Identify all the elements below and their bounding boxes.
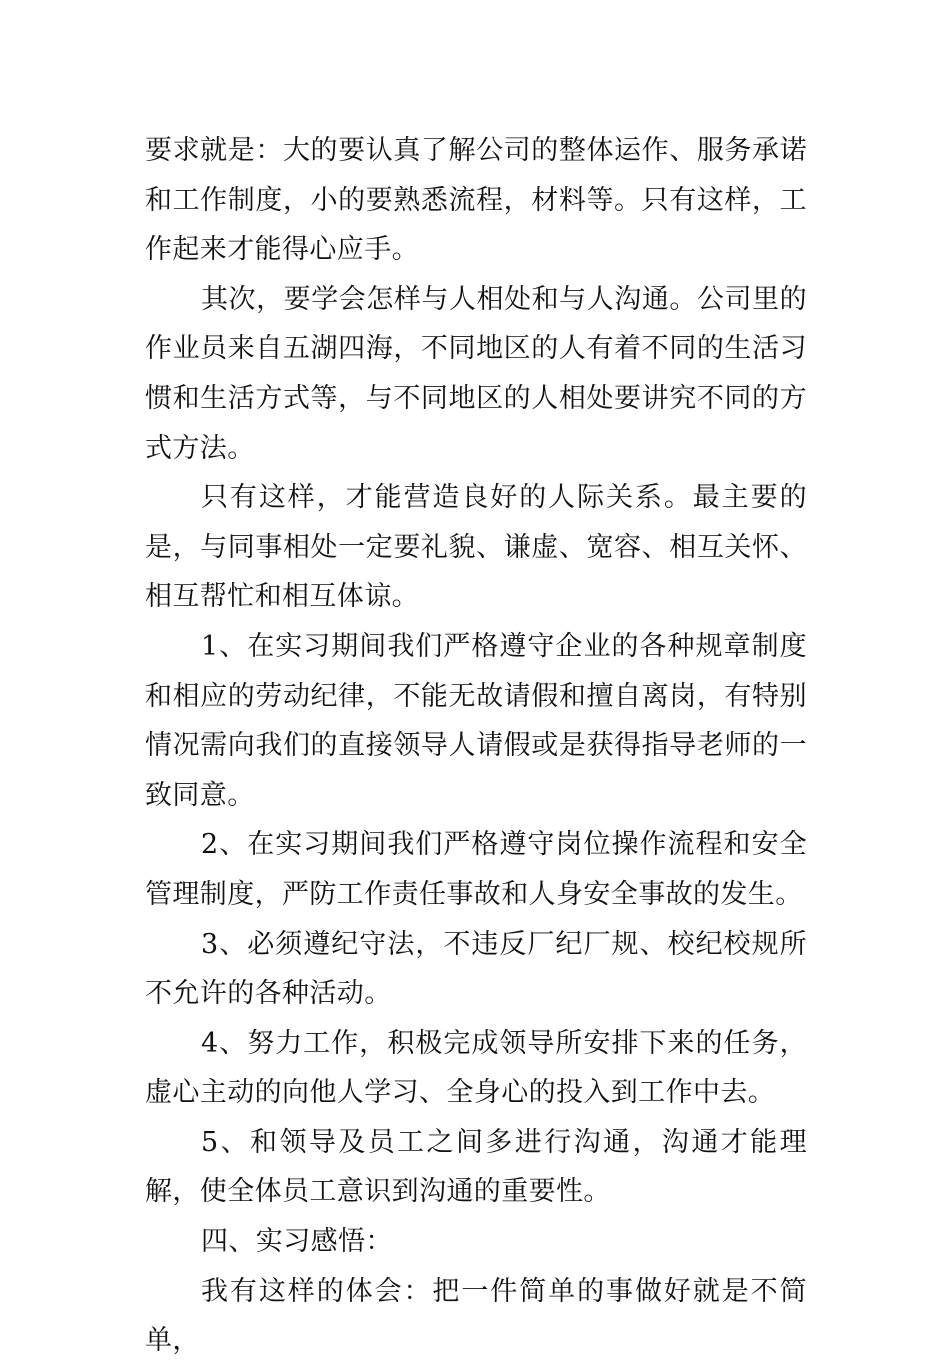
paragraph-rule-1: 1、在实习期间我们严格遵守企业的各种规章制度和相应的劳动纪律，不能无故请假和擅自离岗，有特别情况需向我们的直接领导人请假或是获得指导老师的一致同意。	[145, 630, 807, 811]
paragraph-requirements: 要求就是：大的要认真了解公司的整体运作、服务承诺和工作制度，小的要熟悉流程，材料等。只有这样，工作起来才能得心应手。	[145, 135, 807, 266]
paragraph-rule-5: 5、和领导及员工之间多进行沟通，沟通才能理解，使全体员工意识到沟通的重要性。	[145, 1126, 807, 1208]
document-body	[145, 126, 807, 1366]
paragraph-relationships: 只有这样，才能营造良好的人际关系。最主要的是，与同事相处一定要礼貌、谦虚、宽容、相互关怀、相互帮忙和相互体谅。	[145, 482, 807, 613]
paragraph-rule-4: 4、努力工作，积极完成领导所安排下来的任务，虚心主动的向他人学习、全身心的投入到工作中去。	[145, 1027, 807, 1109]
paragraph-rule-2: 2、在实习期间我们严格遵守岗位操作流程和安全管理制度，严防工作责任事故和人身安全事故的发生。	[145, 829, 807, 910]
paragraph-rule-3: 3、必须遵纪守法，不违反厂纪厂规、校纪校规所不允许的各种活动。	[145, 928, 807, 1010]
paragraph-reflection: 我有这样的体会：把一件简单的事做好就是不简单，	[145, 1275, 807, 1357]
section-heading-reflections: 四、实习感悟：	[201, 1226, 393, 1258]
paragraph-communication: 其次，要学会怎样与人相处和与人沟通。公司里的作业员来自五湖四海，不同地区的人有着不同的生活习惯和生活方式等，与不同地区的人相处要讲究不同的方式方法。	[145, 283, 807, 464]
